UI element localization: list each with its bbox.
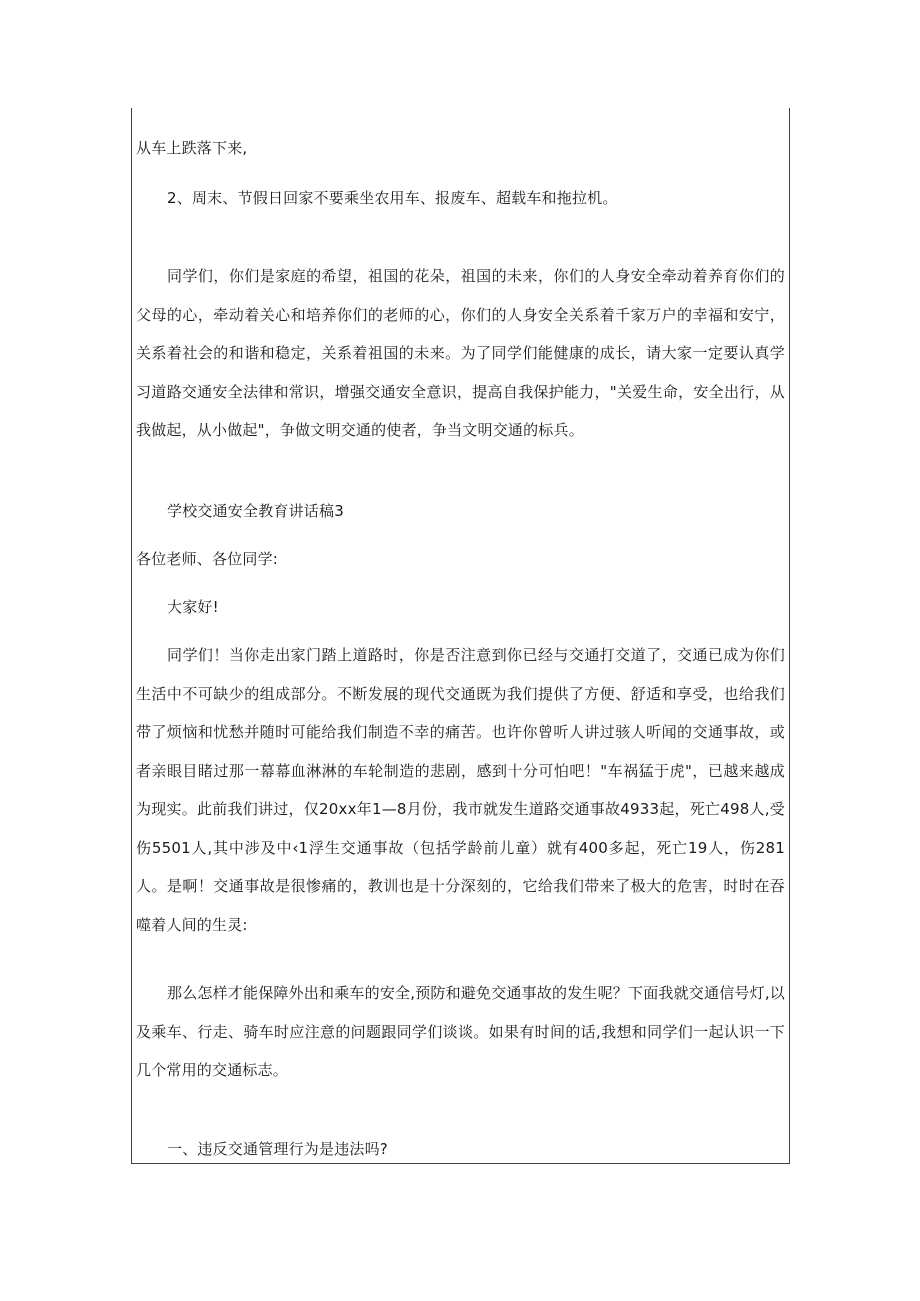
heading-question-one: 一、违反交通管理行为是违法吗? <box>167 1140 388 1158</box>
paragraph-how-to-stay-safe: 那么怎样才能保障外出和乘车的安全,预防和避免交通事故的发生呢？下面我就交通信号灯,以及乘车、行走、骑车时应注意的问题跟同学们谈谈。如果有时间的话,我想和同学们一起认识一下几个常用的交通标志。 <box>136 984 785 1079</box>
section-title-speech-3: 学校交通安全教育讲话稿3 <box>167 502 344 520</box>
greeting: 大家好! <box>167 598 219 616</box>
paragraph-rule-2: 2、周末、节假日回家不要乘坐农用车、报废车、超载车和拖拉机。 <box>167 189 618 207</box>
paragraph-continuation: 从车上跌落下来, <box>136 139 248 157</box>
page-frame <box>131 108 790 1164</box>
paragraph-traffic-accidents: 同学们！当你走出家门踏上道路时，你是否注意到你已经与交通打交道了，交通已成为你们生活中不可缺少的组成部分。不断发展的现代交通既为我们提供了方便、舒适和享受，也给我们带了烦恼和忧愁并随时可能给我们制造不幸的痛苦。也许你曾听人讲过骇人听闻的交通事故，或者亲眼目睹过那一幕幕血淋淋的车轮制造的悲剧，感到十分可怕吧！"车祸猛于虎"，已越来越成为现实。此前我们讲过，仅20xx年1—8月份，我市就发生道路交通事故4933起，死亡498人,受伤5501人,其中涉及中‹1浮生交通事故（包括学龄前儿童）就有400多起，死亡19人，伤281人。是啊！交通事故是很惨痛的，教训也是十分深刻的，它给我们带来了极大的危害，时时在吞噬着人间的生灵: <box>136 646 785 934</box>
paragraph-students-safety: 同学们，你们是家庭的希望，祖国的花朵，祖国的未来，你们的人身安全牵动着养育你们的父母的心，牵动着关心和培养你们的老师的心，你们的人身安全关系着千家万户的幸福和安宁，关系着社会的和谐和稳定，关系着祖国的未来。为了同学们能健康的成长，请大家一定要认真学习道路交通安全法律和常识，增强交通安全意识，提高自我保护能力，"关爱生命，安全出行，从我做起，从小做起"，争做文明交通的使者，争当文明交通的标兵。 <box>136 267 785 439</box>
salutation: 各位老师、各位同学: <box>136 550 279 568</box>
